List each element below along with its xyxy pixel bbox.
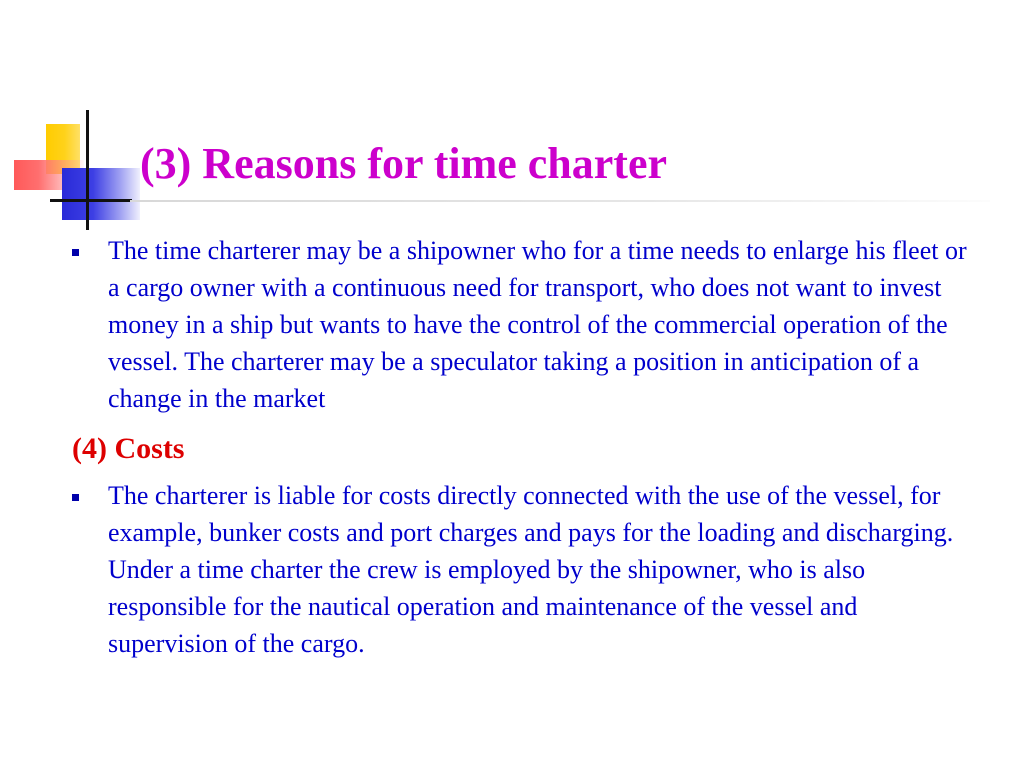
bullet-text: The time charterer may be a shipowner who for a time needs to enlarge his fleet or a cargo owner with a continuous need for transport, who does not want to invest money in a ship but wants to have the control of the commercial operation of the vessel. The charterer may be a speculator taking a position in anticipation of a change in the market xyxy=(108,236,967,413)
slide-body xyxy=(72,232,982,662)
logo-horizontal-line xyxy=(50,199,132,202)
title-underline-rule xyxy=(130,200,990,202)
logo-blue-square xyxy=(62,168,140,220)
bullet-item xyxy=(72,477,982,662)
section-heading: (4) Costs xyxy=(72,432,185,465)
bullet-item xyxy=(72,232,982,417)
bullet-square-icon xyxy=(72,249,79,256)
bullet-square-icon xyxy=(72,494,79,501)
slide-title: (3) Reasons for time charter xyxy=(140,139,668,188)
bullet-text: The charterer is liable for costs directly connected with the use of the vessel, for example, bunker costs and port charges and pays for the loading and discharging. Under a time charter the crew is employed by the shipowner, who is also responsible for the nautical operation and maintenance of the vessel and supervision of the cargo. xyxy=(108,481,954,658)
logo-vertical-line xyxy=(86,110,89,230)
slide-logo-decoration xyxy=(0,0,150,240)
